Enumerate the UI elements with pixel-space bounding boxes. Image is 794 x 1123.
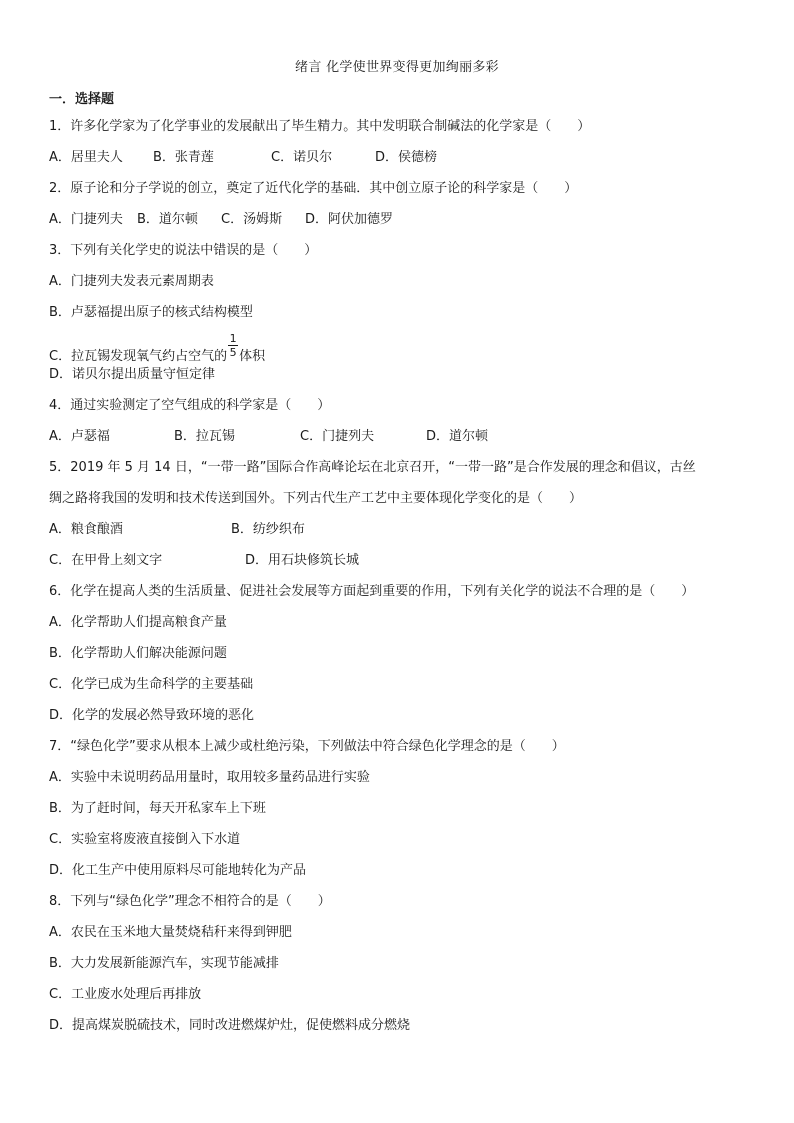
question-2-option-c: C．汤姆斯 — [221, 212, 283, 227]
section-heading: 一．选择题 — [49, 92, 115, 107]
question-3-stem: 3．下列有关化学史的说法中错误的是（ ） — [49, 243, 318, 258]
question-8-option-c: C．工业废水处理后再排放 — [49, 987, 202, 1002]
question-7-option-a: A．实验中未说明药品用量时，取用较多量药品进行实验 — [49, 770, 370, 785]
question-4-option-b: B．拉瓦锡 — [174, 429, 235, 444]
question-7-option-c: C．实验室将废液直接倒入下水道 — [49, 832, 241, 847]
question-5-stem-line-2: 绸之路将我国的发明和技术传送到国外。下列古代生产工艺中主要体现化学变化的是（ ） — [49, 491, 583, 506]
question-7-stem: 7．“绿色化学”要求从根本上减少或杜绝污染，下列做法中符合绿色化学理念的是（ ） — [49, 739, 565, 754]
document-title: 绪言 化学使世界变得更加绚丽多彩 — [295, 60, 499, 75]
question-6-option-c: C．化学已成为生命科学的主要基础 — [49, 677, 254, 692]
question-3-option-c-suffix: 体积 — [239, 349, 266, 364]
question-1-option-c: C．诺贝尔 — [271, 150, 333, 165]
fraction-denominator: 5 — [229, 345, 237, 359]
question-4-option-a: A．卢瑟福 — [49, 429, 110, 444]
question-1-options — [49, 142, 753, 173]
question-6-option-d: D．化学的发展必然导致环境的恶化 — [49, 708, 255, 723]
question-4-stem: 4．通过实验测定了空气组成的科学家是（ ） — [49, 398, 331, 413]
question-4-options — [49, 421, 753, 452]
question-list — [49, 111, 753, 1041]
question-2-options — [49, 204, 753, 235]
question-5-option-b: B．纺纱织布 — [231, 522, 305, 537]
question-5-options-row-1 — [49, 514, 753, 545]
question-7-option-d: D．化工生产中使用原料尽可能地转化为产品 — [49, 863, 307, 878]
question-4-option-d: D．道尔顿 — [426, 429, 489, 444]
question-5-options-row-2 — [49, 545, 753, 576]
question-2-stem: 2．原子论和分子学说的创立，奠定了近代化学的基础．其中创立原子论的科学家是（ ） — [49, 181, 578, 196]
question-6-option-b: B．化学帮助人们解决能源问题 — [49, 646, 227, 661]
question-5-option-d: D．用石块修筑长城 — [245, 553, 360, 568]
question-5-option-c: C．在甲骨上刻文字 — [49, 553, 163, 568]
question-6-stem: 6．化学在提高人类的生活质量、促进社会发展等方面起到重要的作用，下列有关化学的说法不合理的是（ ） — [49, 584, 695, 599]
question-6-option-a: A．化学帮助人们提高粮食产量 — [49, 615, 227, 630]
question-2-option-a: A．门捷列夫 — [49, 212, 123, 227]
question-7-option-b: B．为了赶时间，每天开私家车上下班 — [49, 801, 266, 816]
question-1-stem: 1．许多化学家为了化学事业的发展献出了毕生精力。其中发明联合制碱法的化学家是（ ） — [49, 119, 591, 134]
question-8-stem: 8．下列与“绿色化学”理念不相符合的是（ ） — [49, 894, 331, 909]
question-8-option-b: B．大力发展新能源汽车，实现节能减排 — [49, 956, 279, 971]
question-5-option-a: A．粮食酿酒 — [49, 522, 123, 537]
fraction-numerator: 1 — [229, 331, 237, 345]
question-3-option-c — [49, 328, 753, 373]
question-5-stem-line-1: 5．2019 年 5 月 14 日，“一带一路”国际合作高峰论坛在北京召开，“一带一路”是合作发展的理念和倡议，古丝 — [49, 460, 696, 475]
question-1-option-a: A．居里夫人 — [49, 150, 123, 165]
question-1-option-d: D．侯德榜 — [375, 150, 438, 165]
question-8-option-a: A．农民在玉米地大量焚烧秸秆来得到钾肥 — [49, 925, 292, 940]
question-2-option-b: B．道尔顿 — [137, 212, 198, 227]
question-1-option-b: B．张青莲 — [153, 150, 214, 165]
question-3-option-b: B．卢瑟福提出原子的核式结构模型 — [49, 305, 253, 320]
question-4-option-c: C．门捷列夫 — [300, 429, 375, 444]
question-3-option-a: A．门捷列夫发表元素周期表 — [49, 274, 214, 289]
question-3-option-d: D．诺贝尔提出质量守恒定律 — [49, 367, 216, 382]
question-3-option-c-text: C．拉瓦锡发现氧气约占空气的 — [49, 349, 228, 364]
question-8-option-d: D．提高煤炭脱硫技术，同时改进燃煤炉灶，促使燃料成分燃烧 — [49, 1018, 411, 1033]
fraction-one-fifth — [228, 331, 238, 367]
question-2-option-d: D．阿伏加德罗 — [305, 212, 394, 227]
